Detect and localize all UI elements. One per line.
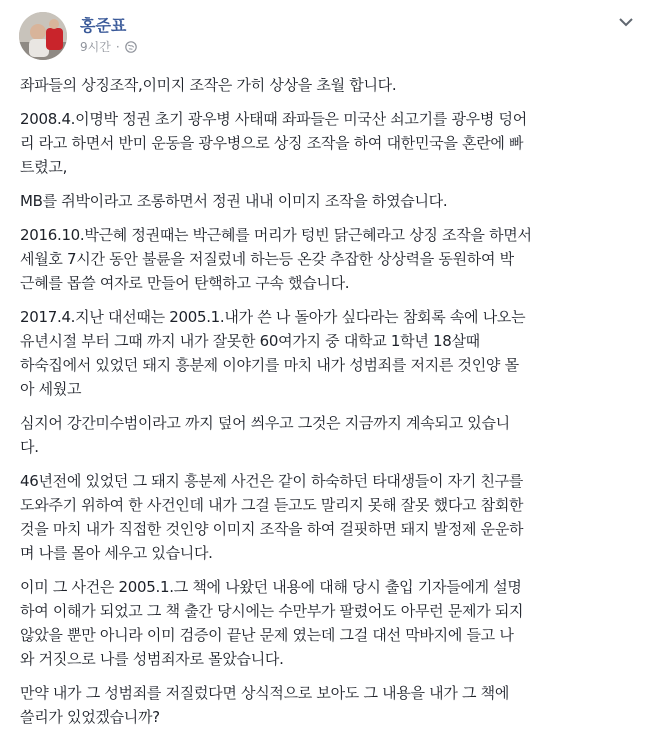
post-paragraph: 만약 내가 그 성범죄를 저질렀다면 상식적으로 보아도 그 내용을 내가 그 책에 쓸리가 있었겠습니까? [20,684,510,726]
avatar[interactable] [19,12,67,60]
post-body [20,73,632,739]
post-paragraph: 2017.4.지난 대선때는 2005.1.내가 쓴 나 돌아가 싶다라는 참회록 속에 나오는 유년시절 부터 그때 까지 내가 잘못한 60여가지 중 대학교 1학년 18살때 하숙집에서 있었던 돼지 흥분제 이야기를 마치 내가 성범죄를 저지른 것인양 몰 아 세웠고 [20,308,526,398]
post-meta [80,38,137,55]
post-paragraph: 2008.4.이명박 정권 초기 광우병 사태때 좌파들은 미국산 쇠고기를 광우병 덩어 리 라고 하면서 반미 운동을 광우병으로 상징 조작을 하여 대한민국을 혼란에 빠 트렸고, [20,110,527,176]
meta-separator: · [115,39,120,54]
timestamp[interactable]: 9시간 [80,40,111,54]
post-header [0,0,649,70]
author-name[interactable]: 홍준표 [80,16,127,35]
post-paragraph: 2016.10.박근혜 정권때는 박근혜를 머리가 텅빈 닭근혜라고 상징 조작을 하면서 세월호 7시간 동안 불륜을 저질렀네 하는등 온갖 추잡한 상상력을 동원하여 박 근혜를 몹쓸 여자로 만들어 탄핵하고 구속 했습니다. [20,226,532,292]
post-paragraph: 46년전에 있었던 그 돼지 흥분제 사건은 같이 하숙하던 타대생들이 자기 친구를 도와주기 위하여 한 사건인데 내가 그걸 듣고도 말리지 못해 잘못 했다고 참회한 것을 마치 내가 직접한 것인양 이미지 조작을 하여 걸핏하면 돼지 발정제 운운하 며 나를 몰아 세우고 있습니다. [20,472,524,562]
post-paragraph: 심지어 강간미수범이라고 까지 덮어 씌우고 그것은 지금까지 계속되고 있습니 다. [20,414,510,456]
post-paragraph: 이미 그 사건은 2005.1.그 책에 나왔던 내용에 대해 당시 출입 기자들에게 설명 하여 이해가 되었고 그 책 출간 당시에는 수만부가 팔렸어도 아무런 문제가 되지 않았을 뿐만 아니라 이미 검증이 끝난 문제 였는데 그걸 대선 막바지에 들고 나 와 거짓으로 나를 성범죄자로 몰았습니다. [20,578,524,668]
globe-icon[interactable] [125,41,137,53]
chevron-down-icon[interactable] [617,14,635,28]
post-paragraph: 좌파들의 상징조작,이미지 조작은 가히 상상을 초월 합니다. [20,76,397,94]
post-paragraph: MB를 쥐박이라고 조롱하면서 정권 내내 이미지 조작을 하였습니다. [20,192,448,210]
